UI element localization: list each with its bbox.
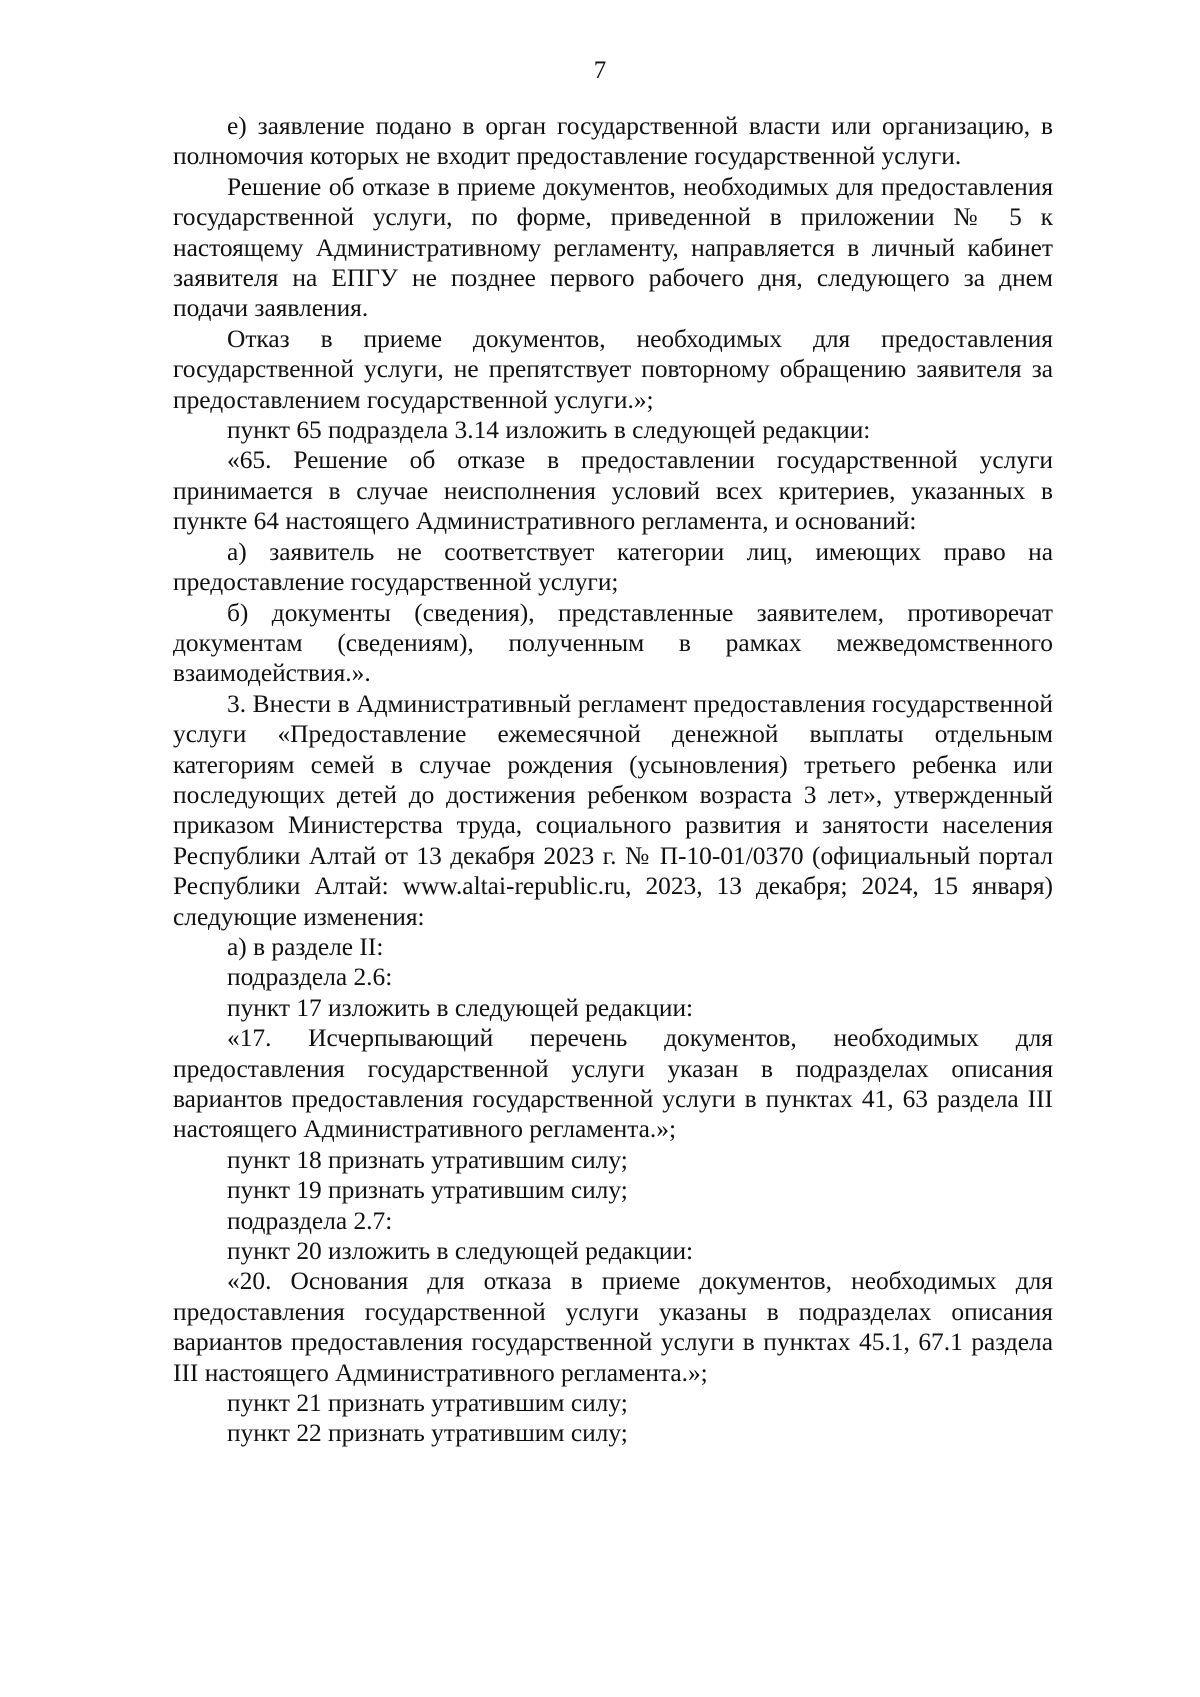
paragraph: «65. Решение об отказе в предоставлении государственной услуги принимается в случае неисполнения условий всех критериев, указанных в пункте 64 настоящего Административного регламента, и оснований: <box>173 446 1053 536</box>
paragraph: пункт 17 изложить в следующей редакции: <box>227 993 694 1022</box>
paragraph: Решение об отказе в приеме документов, необходимых для предоставления государственной услуги, по форме, приведенной в приложении № 5 к настоящему Административному регламенту, направляется в личный кабинет заявителя на ЕПГУ не позднее первого рабочего дня, следующего за днем подачи заявления. <box>173 172 1053 323</box>
paragraph: «17. Исчерпывающий перечень документов, необходимых для предоставления государственной услуги указан в подразделах описания вариантов предоставления государственной услуги в пунктах 41, 63 раздела III настоящего Административного регламента.»; <box>173 1024 1053 1144</box>
paragraph: пункт 20 изложить в следующей редакции: <box>227 1237 694 1266</box>
paragraph: пункт 21 признать утратившим силу; <box>227 1389 628 1418</box>
paragraph: а) заявитель не соответствует категории лиц, имеющих право на предоставление государственной услуги; <box>173 537 1053 597</box>
paragraph: Отказ в приеме документов, необходимых для предоставления государственной услуги, не препятствует повторному обращению заявителя за предоставлением государственной услуги.»; <box>173 324 1053 414</box>
paragraph: подраздела 2.7: <box>227 1206 393 1235</box>
paragraph: е) заявление подано в орган государственной власти или организацию, в полномочия которых не входит предоставление государственной услуги. <box>173 112 1053 171</box>
paragraph: «20. Основания для отказа в приеме документов, необходимых для предоставления государственной услуги указаны в подразделах описания вариантов предоставления государственной услуги в пунктах 45.1, 67.1 раздела III настоящего Административного регламента.»; <box>173 1267 1053 1387</box>
paragraph: пункт 18 признать утратившим силу; <box>227 1145 628 1174</box>
paragraph: 3. Внести в Административный регламент предоставления государственной услуги «Предоставление ежемесячной денежной выплаты отдельным категориям семей в случае рождения (усыновления) третьего ребенка или последующих детей до достижения ребенком возраста 3 лет», утвержденный приказом Министерства труда, социального развития и занятости населения Республики Алтай от 13 декабря 2023 г. № П-10-01/0370 (официальный портал Республики Алтай: www.altai-republic.ru, 2023, 13 декабря; 2024, 15 января) следующие изменения: <box>173 689 1053 931</box>
paragraph: б) документы (сведения), представленные заявителем, противоречат документам (сведениям), полученным в рамках межведомственного взаимодействия.». <box>173 598 1053 688</box>
page-number: 7 <box>593 57 607 84</box>
paragraph: пункт 19 признать утратившим силу; <box>227 1176 628 1205</box>
paragraph: подраздела 2.6: <box>227 963 393 992</box>
paragraph: а) в разделе II: <box>227 932 384 961</box>
paragraph: пункт 22 признать утратившим силу; <box>227 1419 628 1448</box>
document-body <box>173 111 1053 1449</box>
paragraph: пункт 65 подраздела 3.14 изложить в следующей редакции: <box>227 416 871 445</box>
